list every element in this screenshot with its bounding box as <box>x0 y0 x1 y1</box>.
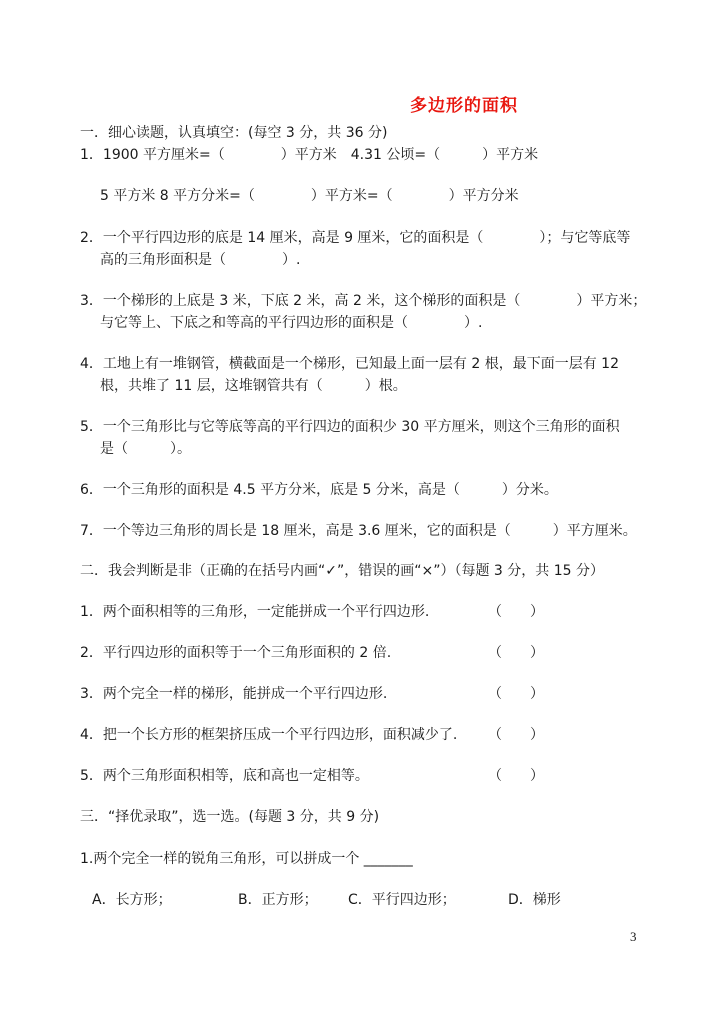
option-c[interactable]: C．平行四边形； <box>348 892 456 908</box>
page-number: 3 <box>630 929 637 944</box>
q5-line1: 5．一个三角形比与它等底等高的平行四边的面积少 30 平方厘米，则这个三角形的面积 <box>80 419 620 435</box>
option-d[interactable]: D．梯形 <box>508 892 561 908</box>
judge-item-5: 5．两个三角形面积相等，底和高也一定相等。 <box>80 768 369 784</box>
q4-line2: 根，共堆了 11 层，这堆钢管共有（ ）根。 <box>100 378 407 394</box>
q2-line2: 高的三角形面积是（ ）. <box>100 252 301 268</box>
judge-bracket-3[interactable]: （ ） <box>488 686 544 702</box>
choice-question-1: 1.两个完全一样的锐角三角形，可以拼成一个 _______ <box>80 851 413 867</box>
section3-heading: 三．“择优录取”，选一选。(每题 3 分，共 9 分) <box>80 809 380 825</box>
q4-line1: 4．工地上有一堆钢管，横截面是一个梯形，已知最上面一层有 2 根，最下面一层有 12 <box>80 356 619 372</box>
option-b[interactable]: B．正方形； <box>238 892 318 908</box>
q2-line1: 2．一个平行四边形的底是 14 厘米，高是 9 厘米，它的面积是（ ）；与它等底等 <box>80 230 631 246</box>
q1-line1: 1．1900 平方厘米=（ ）平方米 4.31 公顷=（ ）平方米 <box>80 147 539 163</box>
judge-item-4: 4．把一个长方形的框架挤压成一个平行四边形，面积减少了. <box>80 727 458 743</box>
judge-item-2: 2．平行四边形的面积等于一个三角形面积的 2 倍. <box>80 645 392 661</box>
q3-line2: 与它等上、下底之和等高的平行四边形的面积是（ ）. <box>100 315 483 331</box>
option-a[interactable]: A．长方形； <box>92 892 172 908</box>
judge-bracket-4[interactable]: （ ） <box>488 727 544 743</box>
q3-line1: 3．一个梯形的上底是 3 米，下底 2 米，高 2 米，这个梯形的面积是（ ）平方米； <box>80 293 647 309</box>
q6: 6．一个三角形的面积是 4.5 平方分米，底是 5 分米，高是（ ）分米。 <box>80 482 558 498</box>
section1-heading: 一．细心读题，认真填空：(每空 3 分，共 36 分) <box>80 125 388 141</box>
q7: 7．一个等边三角形的周长是 18 厘米，高是 3.6 厘米，它的面积是（ ）平方厘米。 <box>80 523 637 539</box>
page-title: 多边形的面积 <box>410 96 518 116</box>
judge-item-3: 3．两个完全一样的梯形，能拼成一个平行四边形. <box>80 686 388 702</box>
judge-bracket-5[interactable]: （ ） <box>488 768 544 784</box>
q5-line2: 是（ ）。 <box>100 441 191 457</box>
judge-item-1: 1．两个面积相等的三角形，一定能拼成一个平行四边形. <box>80 604 430 620</box>
q1-line2: 5 平方米 8 平方分米=（ ）平方米=（ ）平方分米 <box>100 188 519 204</box>
judge-bracket-1[interactable]: （ ） <box>488 604 544 620</box>
section2-heading: 二．我会判断是非（正确的在括号内画“✓”，错误的画“×”）（每题 3 分，共 15 分） <box>80 563 604 579</box>
judge-bracket-2[interactable]: （ ） <box>488 645 544 661</box>
